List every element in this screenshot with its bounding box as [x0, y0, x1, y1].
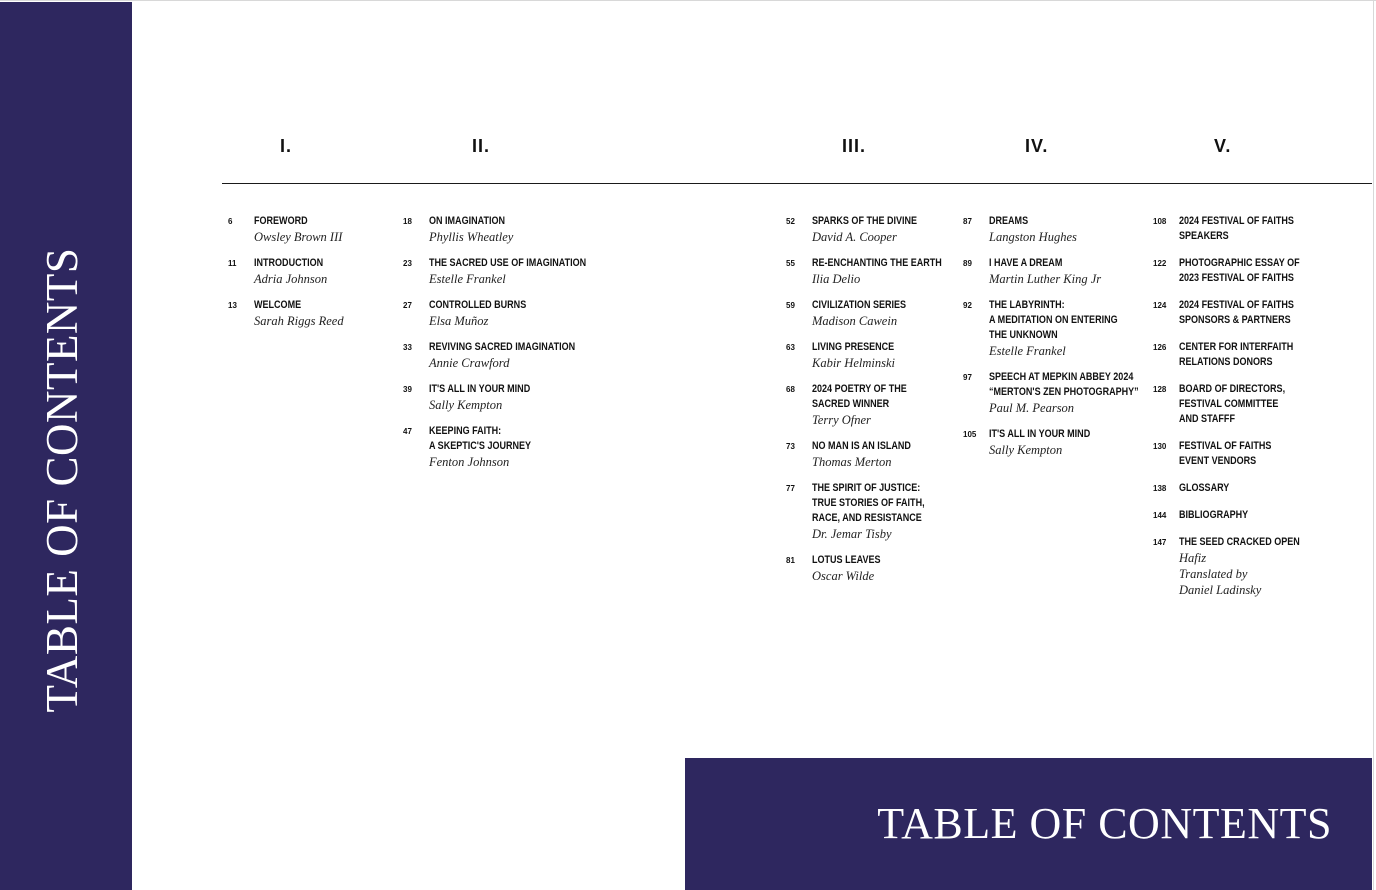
entry-author: Annie Crawford: [429, 356, 510, 370]
toc-column-3: [786, 214, 970, 595]
page-number: 81: [786, 556, 795, 565]
entry-title: [812, 481, 942, 526]
entry-title: [254, 298, 327, 313]
entry-author: Oscar Wilde: [812, 569, 875, 583]
entry-title: [989, 298, 1139, 343]
entry-author: Ilia Delio: [812, 272, 861, 286]
entry-title-line: LIVING PRESENCE: [812, 341, 895, 353]
footer-title: TABLE OF CONTENTS: [877, 799, 1332, 848]
entry-title-line: NO MAN IS AN ISLAND: [812, 440, 911, 452]
page-number: 18: [403, 217, 412, 226]
toc-entry[interactable]: [963, 427, 1172, 458]
toc-entry[interactable]: [786, 382, 970, 428]
entry-title-line: SPARKS OF THE DIVINE: [812, 215, 918, 227]
entry-author: Adria Johnson: [254, 272, 328, 286]
page-number: 47: [403, 427, 412, 436]
entry-author: Kabir Helminski: [812, 356, 895, 370]
page-number: 144: [1153, 511, 1167, 520]
entry-title-line: INTRODUCTION: [254, 257, 324, 269]
entry-title-line: SPEAKERS: [1179, 230, 1229, 242]
page-number: 6: [228, 217, 233, 226]
page-number: 39: [403, 385, 412, 394]
entry-author: Sarah Riggs Reed: [254, 314, 344, 328]
toc-entry[interactable]: [786, 481, 970, 542]
entry-title-line: FOREWORD: [254, 215, 308, 227]
toc-entry[interactable]: [228, 298, 344, 329]
page-number: 105: [963, 430, 977, 439]
entry-title: [812, 553, 942, 568]
entry-title-line: WELCOME: [254, 299, 302, 311]
page-number: 124: [1153, 301, 1167, 310]
entry-title: [989, 370, 1139, 400]
entry-author: Daniel Ladinsky: [1179, 583, 1262, 597]
page-number: 97: [963, 373, 972, 382]
header-rule: [222, 183, 1372, 184]
page-number: 108: [1153, 217, 1167, 226]
toc-entry[interactable]: [1153, 340, 1326, 370]
entry-author: Translated by: [1179, 567, 1248, 581]
page-number: 73: [786, 442, 795, 451]
page-number: 128: [1153, 385, 1167, 394]
toc-entry[interactable]: [963, 256, 1172, 287]
entry-author: Thomas Merton: [812, 455, 892, 469]
toc-entry[interactable]: [228, 256, 344, 287]
entry-title-line: THE LABYRINTH:: [989, 299, 1065, 311]
page-number: 11: [228, 259, 237, 268]
side-title: TABLE OF CONTENTS: [37, 247, 87, 713]
toc-entry[interactable]: [786, 340, 970, 371]
entry-title-line: SPEECH AT MEPKIN ABBEY 2024: [989, 371, 1134, 383]
section-numeral-2: II.: [472, 136, 491, 156]
entry-title-line: 2024 FESTIVAL OF FAITHS: [1179, 299, 1294, 311]
entry-title-line: REVIVING SACRED IMAGINATION: [429, 341, 576, 353]
entry-author: Elsa Muñoz: [429, 314, 489, 328]
entry-author: Paul M. Pearson: [989, 401, 1075, 415]
page-number: 52: [786, 217, 795, 226]
toc-entry[interactable]: [403, 298, 621, 329]
toc-entry[interactable]: [963, 370, 1172, 416]
toc-entry[interactable]: [786, 298, 970, 329]
entry-author: Sally Kempton: [989, 443, 1063, 457]
entry-author: Fenton Johnson: [429, 455, 510, 469]
entry-title: [429, 340, 586, 355]
entry-title: [812, 256, 942, 271]
entry-title-line: BIBLIOGRAPHY: [1179, 509, 1249, 521]
page-number: 23: [403, 259, 412, 268]
entry-title: [254, 214, 327, 229]
entry-title: [1179, 298, 1300, 328]
toc-entry[interactable]: [403, 424, 621, 470]
page-number: 89: [963, 259, 972, 268]
entry-title-line: THE SEED CRACKED OPEN: [1179, 536, 1300, 548]
entry-title-line: EVENT VENDORS: [1179, 455, 1257, 467]
section-numeral-5: V.: [1214, 136, 1232, 156]
entry-title-line: A SKEPTIC'S JOURNEY: [429, 440, 532, 452]
side-band: [0, 2, 132, 890]
entry-author: Madison Cawein: [812, 314, 898, 328]
toc-entry[interactable]: [228, 214, 344, 245]
entry-author: Owsley Brown III: [254, 230, 343, 244]
entry-title-line: THE SACRED USE OF IMAGINATION: [429, 257, 587, 269]
toc-entry[interactable]: [1153, 508, 1326, 523]
page-right-border: [1373, 0, 1374, 890]
entry-author: Hafiz: [1179, 551, 1207, 565]
entry-title-line: AND STAFFF: [1179, 413, 1235, 425]
toc-entry[interactable]: [1153, 439, 1326, 469]
toc-entry[interactable]: [403, 340, 621, 371]
entry-title: [812, 382, 942, 412]
entry-title: [989, 427, 1139, 442]
entry-title: [429, 214, 586, 229]
page-number: 63: [786, 343, 795, 352]
page-number: 138: [1153, 484, 1167, 493]
entry-title-line: SPONSORS & PARTNERS: [1179, 314, 1291, 326]
section-numeral-3: III.: [842, 136, 867, 156]
entry-title: [1179, 382, 1300, 427]
toc-entry[interactable]: [786, 439, 970, 470]
section-numeral-4: IV.: [1025, 136, 1049, 156]
toc-entry[interactable]: [1153, 256, 1326, 286]
entry-title: [812, 439, 942, 454]
entry-title-line: FESTIVAL OF FAITHS: [1179, 440, 1272, 452]
entry-title-line: RACE, AND RESISTANCE: [812, 512, 922, 524]
entry-title-line: CIVILIZATION SERIES: [812, 299, 907, 311]
entry-title-line: TRUE STORIES OF FAITH,: [812, 497, 925, 509]
entry-title: [1179, 439, 1300, 469]
toc-column-2: [403, 214, 621, 481]
entry-author: Terry Ofner: [812, 413, 871, 427]
page-number: 147: [1153, 538, 1167, 547]
entry-title-line: FESTIVAL COMMITTEE: [1179, 398, 1279, 410]
page-number: 122: [1153, 259, 1167, 268]
section-numeral-1: I.: [280, 136, 293, 156]
entry-title-line: DREAMS: [989, 215, 1029, 227]
page-number: 33: [403, 343, 412, 352]
entry-title: [1179, 256, 1300, 286]
page-top-border: [0, 0, 1376, 1]
entry-author: Martin Luther King Jr: [989, 272, 1102, 286]
toc-entry[interactable]: [1153, 214, 1326, 244]
entry-title-line: 2023 FESTIVAL OF FAITHS: [1179, 272, 1294, 284]
entry-title-line: RE-ENCHANTING THE EARTH: [812, 257, 942, 269]
toc-entry[interactable]: [963, 214, 1172, 245]
entry-title: [812, 340, 942, 355]
entry-title-line: 2024 POETRY OF THE: [812, 383, 907, 395]
entry-title: [429, 256, 586, 271]
toc-entry[interactable]: [786, 553, 970, 584]
page-number: 27: [403, 301, 412, 310]
toc-entry[interactable]: [1153, 382, 1326, 427]
entry-title-line: BOARD OF DIRECTORS,: [1179, 383, 1286, 395]
entry-author: Dr. Jemar Tisby: [812, 527, 892, 541]
page-number: 68: [786, 385, 795, 394]
page-number: 13: [228, 301, 237, 310]
entry-title-line: “MERTON'S ZEN PHOTOGRAPHY”: [989, 386, 1139, 398]
entry-title: [429, 424, 586, 454]
toc-entry[interactable]: [963, 298, 1172, 359]
page-number: 55: [786, 259, 795, 268]
entry-title-line: LOTUS LEAVES: [812, 554, 881, 566]
footer-band: [685, 758, 1372, 890]
entry-title: [1179, 340, 1300, 370]
entry-title-line: PHOTOGRAPHIC ESSAY OF: [1179, 257, 1300, 269]
entry-author: Phyllis Wheatley: [429, 230, 514, 244]
entry-title-line: GLOSSARY: [1179, 482, 1230, 494]
entry-title-line: IT'S ALL IN YOUR MIND: [429, 383, 531, 395]
toc-entry[interactable]: [786, 214, 970, 245]
entry-title-line: A MEDITATION ON ENTERING: [989, 314, 1118, 326]
entry-title: [989, 256, 1139, 271]
entry-title: [429, 298, 586, 313]
toc-entry[interactable]: [403, 214, 621, 245]
entry-title: [1179, 508, 1300, 523]
entry-author: Langston Hughes: [989, 230, 1077, 244]
toc-column-1: [228, 214, 344, 340]
entry-title: [429, 382, 586, 397]
toc-column-5: [1153, 214, 1326, 609]
entry-title-line: IT'S ALL IN YOUR MIND: [989, 428, 1091, 440]
page-number: 92: [963, 301, 972, 310]
toc-column-4: [963, 214, 1172, 469]
entry-title: [1179, 214, 1300, 244]
entry-title-line: THE UNKNOWN: [989, 329, 1058, 341]
entry-title: [812, 214, 942, 229]
page-number: 126: [1153, 343, 1167, 352]
toc-entry[interactable]: [403, 382, 621, 413]
entry-author: Estelle Frankel: [429, 272, 506, 286]
toc-entry[interactable]: [1153, 481, 1326, 496]
page-number: 87: [963, 217, 972, 226]
entry-title: [812, 298, 942, 313]
entry-title-line: RELATIONS DONORS: [1179, 356, 1273, 368]
page-number: 130: [1153, 442, 1167, 451]
entry-author: Estelle Frankel: [989, 344, 1066, 358]
entry-author: David A. Cooper: [812, 230, 897, 244]
page-number: 59: [786, 301, 795, 310]
entry-title-line: ON IMAGINATION: [429, 215, 506, 227]
entry-title-line: SACRED WINNER: [812, 398, 890, 410]
entry-title-line: CENTER FOR INTERFAITH: [1179, 341, 1294, 353]
toc-entry[interactable]: [786, 256, 970, 287]
entry-title-line: I HAVE A DREAM: [989, 257, 1063, 269]
entry-title: [1179, 481, 1300, 496]
entry-title: [1179, 535, 1300, 550]
page-number: 77: [786, 484, 795, 493]
entry-title: [989, 214, 1139, 229]
entry-title-line: THE SPIRIT OF JUSTICE:: [812, 482, 921, 494]
entry-author: Sally Kempton: [429, 398, 503, 412]
entry-title-line: 2024 FESTIVAL OF FAITHS: [1179, 215, 1294, 227]
toc-entry[interactable]: [1153, 298, 1326, 328]
toc-entry[interactable]: [403, 256, 621, 287]
entry-title-line: CONTROLLED BURNS: [429, 299, 527, 311]
toc-entry[interactable]: [1153, 535, 1326, 598]
entry-title: [254, 256, 327, 271]
entry-title-line: KEEPING FAITH:: [429, 425, 502, 437]
